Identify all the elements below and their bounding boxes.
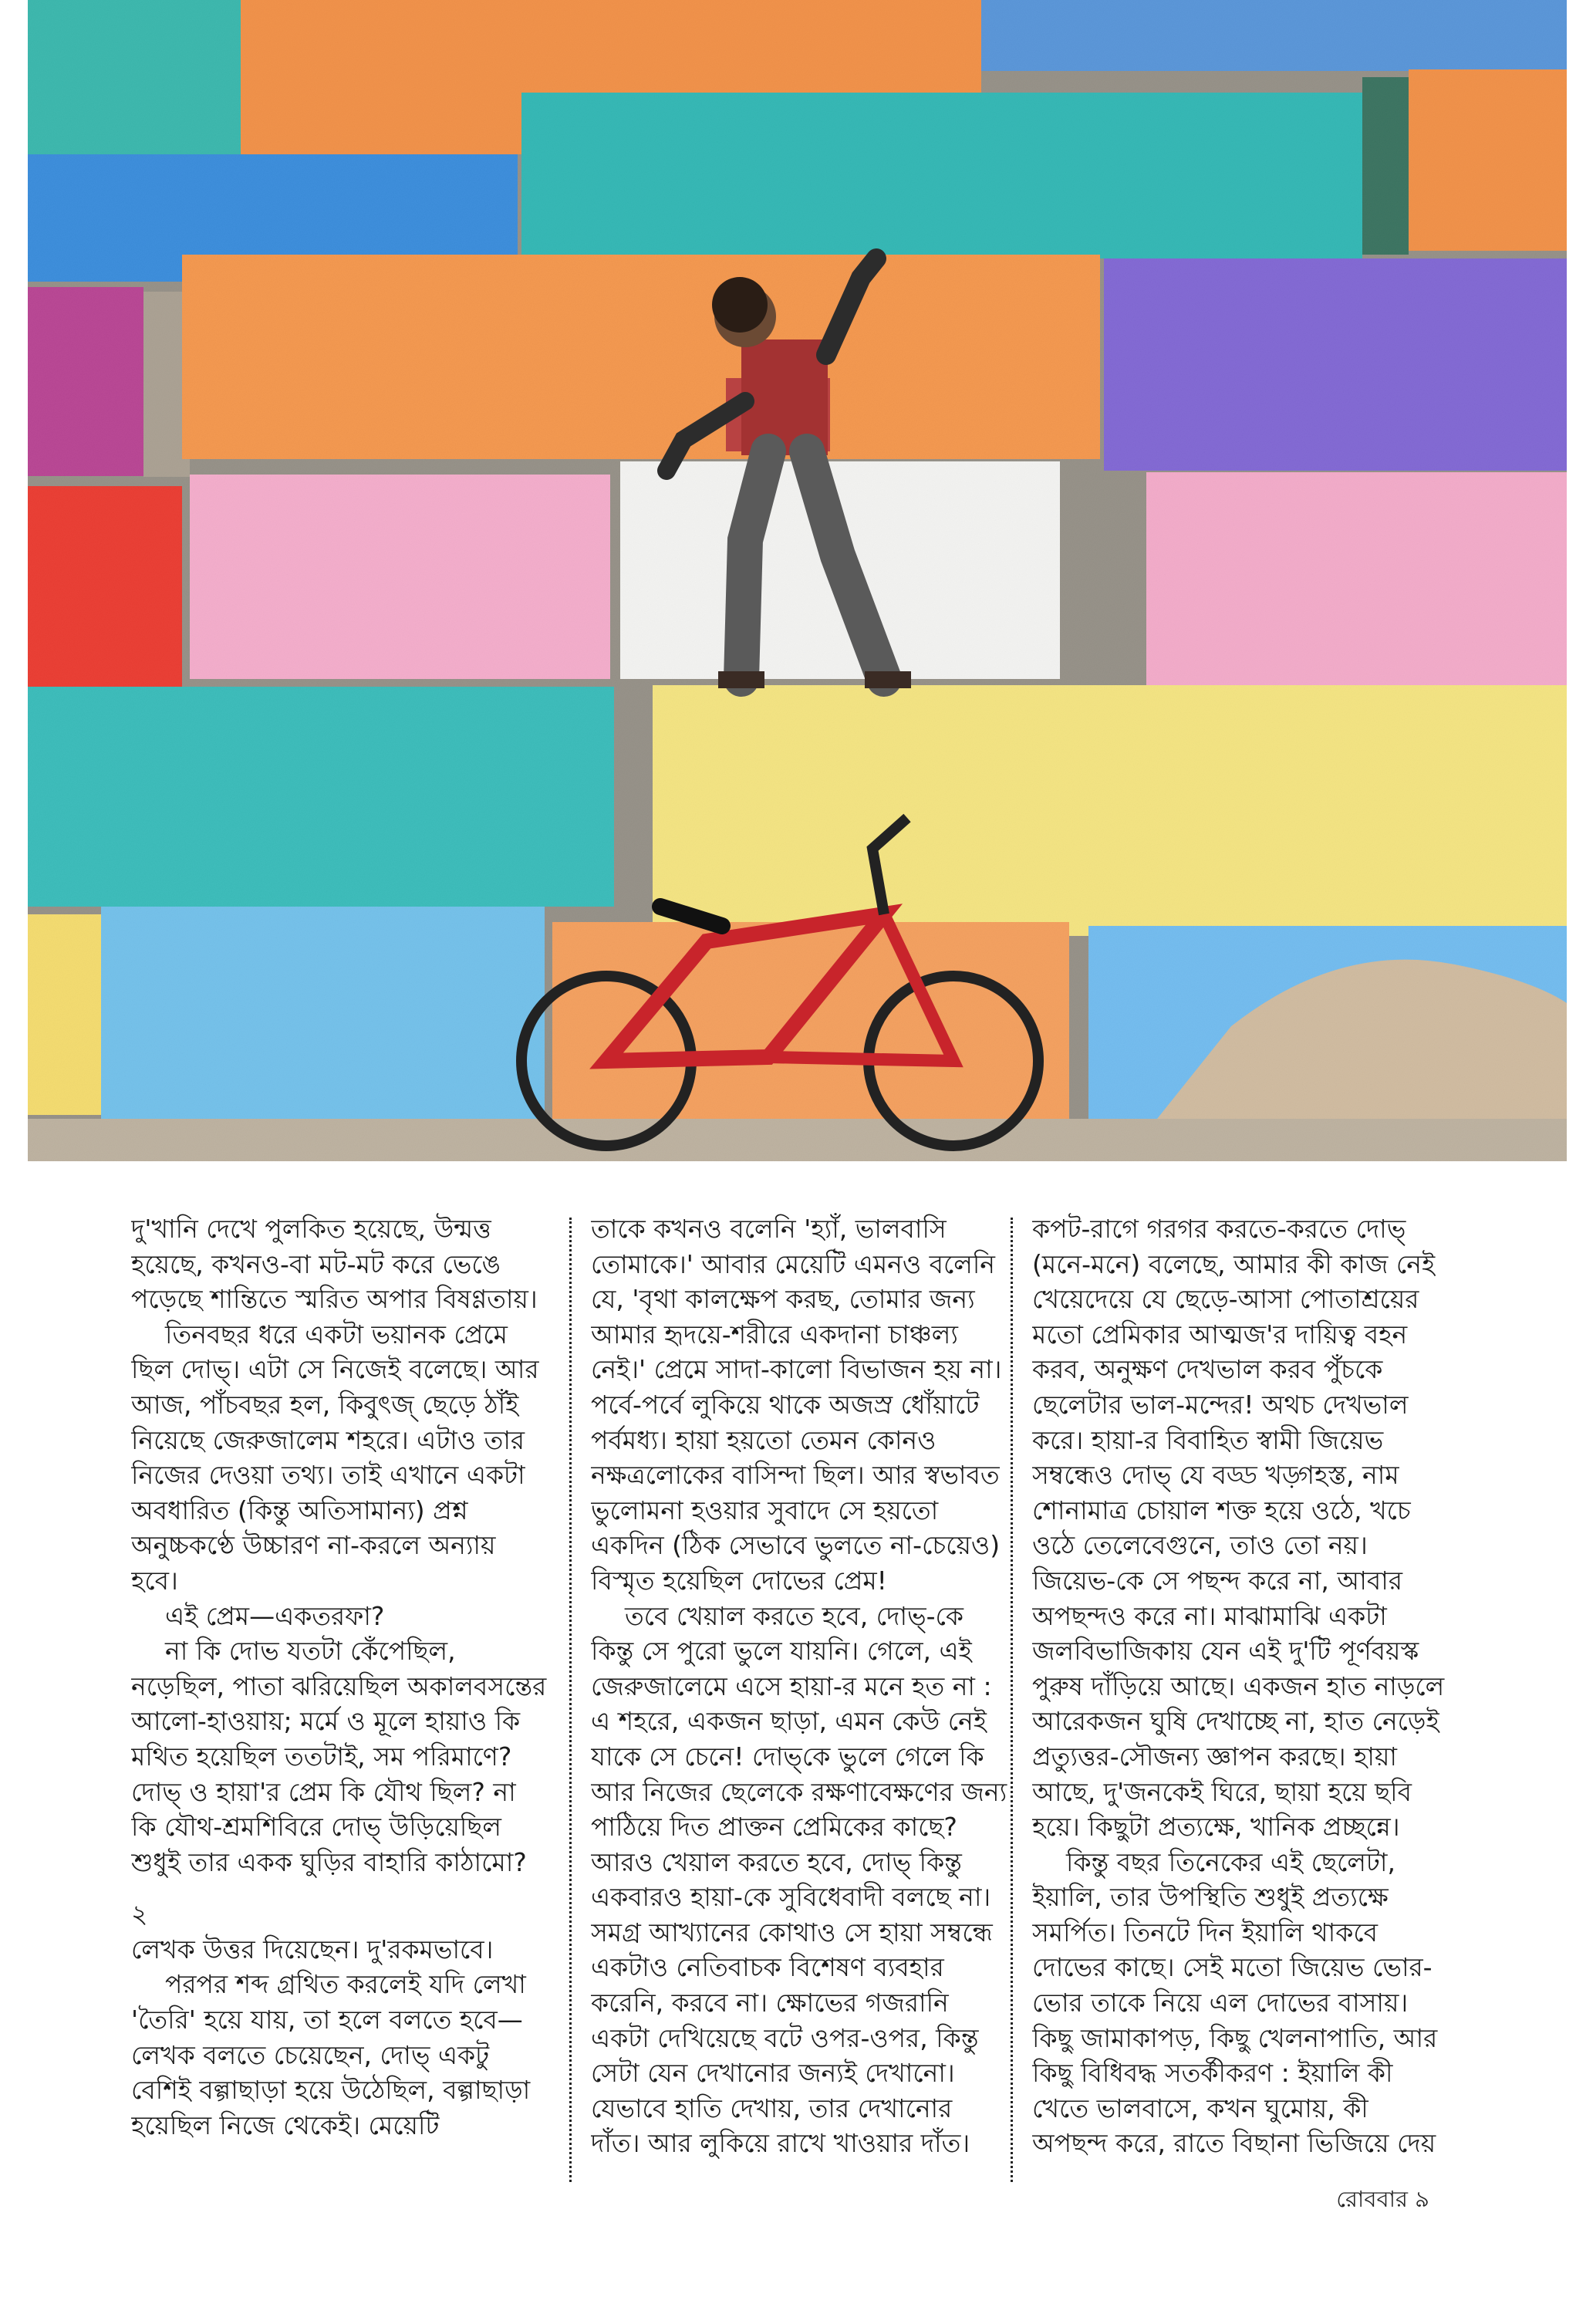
paragraph: কপট-রাগে গরগর করতে-করতে দোভ্ (মনে-মনে) বলেছে, আমার কী কাজ নেই খেয়েদেয়ে যে ছেড়ে-আসা পোতাশ্রয়ের মতো প্রেমিকার আত্মজ'র দায়িত্ব বহন করব, অনুক্ষণ দেখভাল করব পুঁচকে ছেলেটার ভাল-মন্দের! অথচ দেখভাল করে। হায়া-র বিবাহিত স্বামী জিয়েভ সম্বন্ধেও দোভ্ যে বড্ড খড়্গহস্ত, নাম শোনামাত্র চোয়াল শক্ত হয়ে ওঠে, খচে ওঠে তেলেবেগুনে, তাও তো নয়। জিয়েভ-কে সে পছন্দ করে না, আবার অপছন্দও করে না। মাঝামাঝি একটা জলবিভাজিকায় যেন এই দু'টি পূর্ণবয়স্ক পুরুষ দাঁড়িয়ে আছে। একজন হাত নাড়লে আরেকজন ঘুষি দেখাচ্ছে না, হাত নেড়েই প্রত্যুত্তর-সৌজন্য জ্ঞাপন করছে। হায়া আছে, দু'জনকেই ঘিরে, ছায়া হয়ে ছবি হয়ে। কিছুটা প্রত্যক্ষে, খানিক প্রচ্ছন্নে। — [1032, 1214, 1445, 1843]
paragraph: তবে খেয়াল করতে হবে, দোভ্-কে কিন্তু সে পুরো ভুলে যায়নি। গেলে, এই জেরুজালেমে এসে হায়া-র মনে হত না : এ শহরে, একজন ছাড়া, এমন কেউ নেই যাকে সে চেনে! দোভ্‌কে ভুলে গেলে কি আর নিজের ছেলেকে রক্ষণাবেক্ষণের জন্য পাঠিয়ে দিত প্রাক্তন প্রেমিকের কাছে? আরও খেয়াল করতে হবে, দোভ্ কিন্তু একবারও হায়া-কে সুবিধেবাদী বলছে না। সমগ্র আখ্যানের কোথাও সে হায়া সম্বন্ধে একটাও নেতিবাচক বিশেষণ ব্যবহার করেনি, করবে না। ক্ষোভের গজরানি একটা দেখিয়েছে বটে ওপর-ওপর, কিন্তু সেটা যেন দেখানোর জন্যই দেখানো। যেভাবে হাতি দেখায়, তার দেখানোর দাঁত। আর লুকিয়ে রাখে খাওয়ার দাঁত। — [591, 1600, 1007, 2159]
paragraph: এই প্রেম—একতরফা? — [165, 1600, 385, 1631]
article-photo — [28, 0, 1567, 1161]
article-column-1 — [131, 1211, 548, 2184]
section-number: ২ — [131, 1899, 148, 1930]
photo-boy-climbing-painted-blocks — [28, 0, 1567, 1161]
column-divider — [569, 1218, 572, 2182]
article-column-2 — [591, 1211, 1007, 2184]
column-divider — [1011, 1218, 1013, 2182]
paragraph: কিন্তু বছর তিনেকের এই ছেলেটা, ইয়ালি, তার উপস্থিতি শুধুই প্রত্যক্ষে সমর্পিত। তিনটে দিন ইয়ালি থাকবে দোভের কাছে। সেই মতো জিয়েভ ভোর-ভোর তাকে নিয়ে এল দোভের বাসায়। কিছু জামাকাপড়, কিছু খেলনাপাতি, আর কিছু বিধিবদ্ধ সতর্কীকরণ : ইয়ালি কী খেতে ভালবাসে, কখন ঘুমোয়, কী অপছন্দ করে, রাতে বিছানা ভিজিয়ে দেয় — [1032, 1846, 1438, 2159]
page-folio: রোববার ৯ — [1336, 2186, 1429, 2212]
paragraph: লেখক উত্তর দিয়েছেন। দু'রকমভাবে। — [131, 1934, 494, 1964]
paragraph: তিনবছর ধরে একটা ভয়ানক প্রেমে ছিল দোভ্। এটা সে নিজেই বলেছে। আর আজ, পাঁচবছর হল, কিবুৎজ্ ছেড়ে ঠাঁই নিয়েছে জেরুজালেম শহরে। এটাও তার নিজের দেওয়া তথ্য। তাই এখানে একটা অবধারিত (কিন্তু অতিসামান্য) প্রশ্ন অনুচ্চকণ্ঠে উচ্চারণ না-করলে অন্যায় হবে। — [131, 1319, 539, 1596]
paragraph: তাকে কখনও বলেনি 'হ্যাঁ, ভালবাসি তোমাকে।' আবার মেয়েটি এমনও বলেনি যে, 'বৃথা কালক্ষেপ করছ, তোমার জন্য আমার হৃদয়ে-শরীরে একদানা চাঞ্চল্য নেই।' প্রেমে সাদা-কালো বিভাজন হয় না। পর্বে-পর্বে লুকিয়ে থাকে অজস্র ধোঁয়াটে পর্বমধ্য। হায়া হয়তো তেমন কোনও নক্ষত্রলোকের বাসিন্দা ছিল। আর স্বভাবত ভুলোমনা হওয়ার সুবাদে সে হয়তো একদিন (ঠিক সেভাবে ভুলতে না-চেয়েও) বিস্মৃত হয়েছিল দোভের প্রেম! — [591, 1214, 1002, 1596]
article-column-3 — [1032, 1211, 1449, 2184]
paragraph: পরপর শব্দ গ্রথিত করলেই যদি লেখা 'তৈরি' হয়ে যায়, তা হলে বলতে হবে—লেখক বলতে চেয়েছেন, দোভ্ একটু বেশিই বল্গাছাড়া হয়ে উঠেছিল, বল্গাছাড়া হয়েছিল নিজে থেকেই। মেয়েটি — [131, 1969, 531, 2140]
paragraph: দু'খানি দেখে পুলকিত হয়েছে, উন্মত্ত হয়েছে, কখনও-বা মট-মট করে ভেঙে পড়েছে শান্তিতে স্মরিত অপার বিষণ্ণতায়। — [131, 1214, 538, 1315]
paragraph: না কি দোভ যতটা কেঁপেছিল, নড়েছিল, পাতা ঝরিয়েছিল অকালবসন্তের আলো-হাওয়ায়; মর্মে ও মূলে হায়াও কি মথিত হয়েছিল ততটাই, সম পরিমাণে? দোভ্ ও হায়া'র প্রেম কি যৌথ ছিল? না কি যৌথ-শ্রমশিবিরে দোভ্ উড়িয়েছিল শুধুই তার একক ঘুড়ির বাহারি কাঠামো? — [131, 1636, 547, 1877]
